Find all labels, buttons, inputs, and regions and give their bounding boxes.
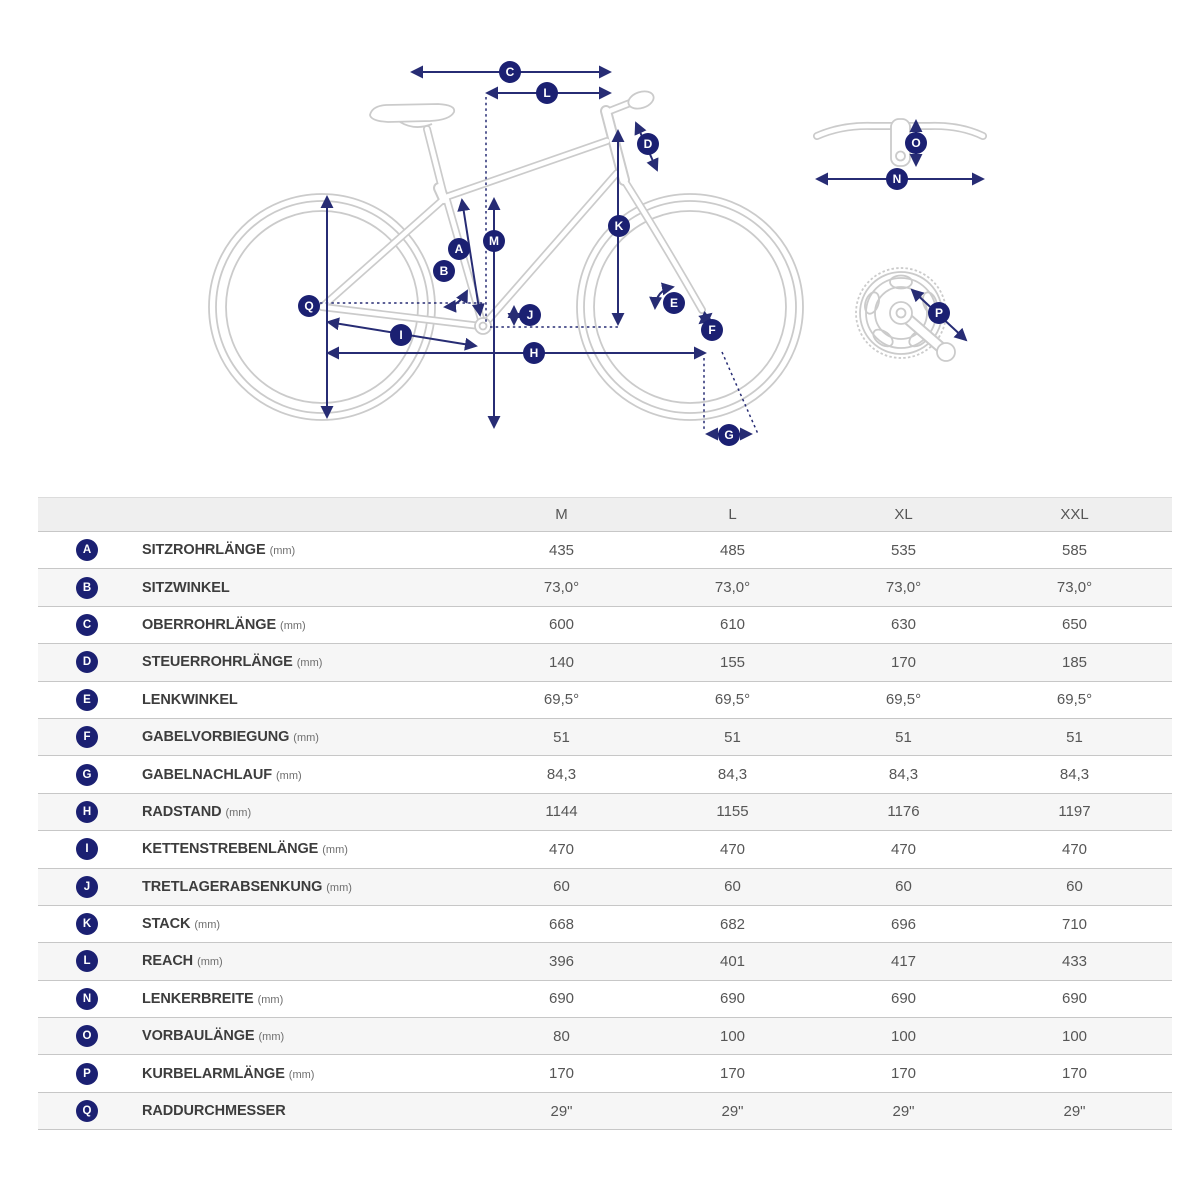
row-value-xl: 630	[890, 616, 917, 634]
marker-q	[298, 295, 320, 317]
marker-h	[523, 342, 545, 364]
row-letter: I	[85, 843, 89, 856]
row-letter-badge	[76, 1063, 98, 1085]
row-value-l: 73,0°	[714, 579, 751, 597]
row-label: STEUERROHRLÄNGE	[142, 654, 293, 671]
row-value-xxl: 73,0°	[1056, 579, 1093, 597]
handlebar-top-view	[817, 119, 983, 166]
row-letter: N	[82, 992, 92, 1005]
row-letter-badge	[76, 651, 98, 673]
row-value-m: 1144	[545, 803, 578, 821]
row-value-xxl: 650	[1061, 616, 1088, 634]
row-letter: B	[82, 581, 92, 594]
row-letter: C	[82, 618, 92, 631]
marker-i	[390, 324, 412, 346]
svg-text:K: K	[614, 219, 624, 233]
row-label: REACH	[142, 953, 194, 970]
table-row	[38, 569, 1172, 606]
svg-text:O: O	[911, 136, 921, 150]
row-value-m: 170	[548, 1065, 575, 1083]
row-letter-badge	[76, 988, 98, 1010]
table-row	[38, 831, 1172, 868]
row-value-l: 690	[719, 990, 746, 1008]
row-value-l: 69,5°	[714, 691, 751, 709]
row-letter: O	[82, 1030, 92, 1043]
marker-k	[608, 215, 630, 237]
svg-text:D: D	[643, 137, 653, 151]
row-label: SITZROHRLÄNGE	[142, 542, 266, 559]
row-unit: (mm)	[258, 1031, 285, 1044]
row-letter-badge	[76, 801, 98, 823]
row-value-l: 51	[724, 728, 741, 746]
marker-j	[519, 304, 541, 326]
row-value-xxl: 185	[1061, 653, 1088, 671]
table-row	[38, 906, 1172, 943]
table-row	[38, 794, 1172, 831]
table-row	[38, 719, 1172, 756]
row-value-l: 1155	[716, 803, 749, 821]
row-unit: (mm)	[322, 844, 348, 857]
row-letter: E	[83, 693, 91, 706]
svg-text:Q: Q	[304, 299, 314, 313]
row-value-xl: 69,5°	[885, 691, 922, 709]
row-letter-badge	[76, 689, 98, 711]
row-value-m: 668	[548, 915, 575, 933]
row-value-xl: 51	[895, 728, 912, 746]
handlebar-grip	[626, 88, 656, 111]
row-value-l: 60	[724, 878, 741, 896]
row-unit: (mm)	[257, 993, 284, 1006]
row-value-xxl: 170	[1061, 1065, 1088, 1083]
svg-text:E: E	[669, 296, 679, 310]
svg-text:C: C	[505, 65, 515, 79]
row-value-m: 600	[548, 616, 575, 634]
row-value-xxl: 100	[1061, 1027, 1088, 1045]
row-value-xxl: 60	[1066, 878, 1083, 896]
row-label: OBERROHRLÄNGE	[142, 616, 277, 633]
row-unit: (mm)	[194, 919, 221, 932]
svg-text:M: M	[489, 234, 499, 248]
row-letter-badge	[76, 726, 98, 748]
table-row	[38, 943, 1172, 980]
geometry-table	[38, 497, 1172, 1130]
row-value-l: 155	[719, 653, 746, 671]
row-label: VORBAULÄNGE	[142, 1028, 255, 1045]
row-label: GABELNACHLAUF	[142, 766, 272, 783]
row-value-l: 610	[719, 616, 746, 634]
row-value-xxl: 710	[1061, 915, 1088, 933]
row-value-xl: 535	[890, 541, 917, 559]
saddle-rails	[400, 122, 432, 127]
row-letter-badge	[76, 838, 98, 860]
row-letter-badge	[76, 614, 98, 636]
row-letter-badge	[76, 1025, 98, 1047]
row-value-xl: 696	[890, 915, 917, 933]
table-row	[38, 1093, 1172, 1130]
row-unit: (mm)	[225, 806, 252, 819]
row-unit: (mm)	[288, 1068, 315, 1081]
table-row	[38, 1018, 1172, 1055]
row-unit: (mm)	[197, 956, 223, 969]
table-row	[38, 682, 1172, 719]
svg-text:P: P	[934, 306, 944, 320]
row-letter: L	[83, 955, 91, 968]
row-value-xl: 170	[890, 1065, 917, 1083]
row-value-xl: 690	[890, 990, 917, 1008]
pedal-boss	[937, 343, 955, 361]
geometry-table-body	[38, 532, 1172, 1130]
row-value-xl: 84,3	[888, 766, 919, 784]
row-value-xl: 29"	[892, 1102, 915, 1120]
row-label: GABELVORBIEGUNG	[142, 729, 290, 746]
row-value-m: 435	[548, 541, 575, 559]
row-value-l: 401	[719, 952, 746, 970]
row-value-l: 470	[719, 840, 746, 858]
row-letter-badge	[76, 913, 98, 935]
row-unit: (mm)	[280, 619, 306, 632]
row-value-m: 60	[553, 878, 570, 896]
row-letter: K	[82, 918, 92, 931]
row-value-xxl: 84,3	[1059, 766, 1090, 784]
dim-b-arc	[445, 291, 467, 307]
row-letter: J	[83, 880, 91, 893]
table-row	[38, 607, 1172, 644]
row-value-xxl: 1197	[1058, 803, 1091, 821]
marker-a	[448, 238, 470, 260]
row-value-xxl: 433	[1061, 952, 1088, 970]
bike-side-view	[209, 88, 803, 420]
svg-text:J: J	[526, 308, 534, 322]
row-value-xl: 60	[895, 878, 912, 896]
row-label: KETTENSTREBENLÄNGE	[142, 841, 319, 858]
row-label: RADDURCHMESSER	[142, 1103, 286, 1120]
row-unit: (mm)	[296, 657, 323, 670]
row-value-xxl: 51	[1066, 728, 1083, 746]
row-label: LENKERBREITE	[142, 990, 254, 1007]
table-header	[38, 497, 1172, 532]
row-value-xxl: 29"	[1063, 1102, 1086, 1120]
row-value-xl: 470	[890, 840, 917, 858]
header-size-m: M	[555, 506, 568, 523]
row-letter-badge	[76, 577, 98, 599]
row-value-m: 73,0°	[543, 579, 580, 597]
svg-text:H: H	[529, 346, 539, 360]
row-letter-badge	[76, 950, 98, 972]
row-value-m: 396	[548, 952, 575, 970]
row-label: LENKWINKEL	[142, 691, 238, 708]
marker-f	[701, 319, 723, 341]
row-letter: Q	[82, 1105, 92, 1118]
row-value-xxl: 69,5°	[1056, 691, 1093, 709]
row-value-xxl: 690	[1061, 990, 1088, 1008]
row-label: SITZWINKEL	[142, 579, 230, 596]
bottom-bracket	[475, 318, 491, 334]
crank-spindle	[890, 302, 912, 324]
row-unit: (mm)	[276, 769, 302, 782]
row-value-l: 100	[719, 1027, 746, 1045]
row-value-xxl: 470	[1061, 840, 1088, 858]
row-label: TRETLAGERABSENKUNG	[142, 878, 323, 895]
row-value-m: 80	[553, 1027, 570, 1045]
marker-d	[637, 133, 659, 155]
row-label: STACK	[142, 916, 191, 933]
header-size-l: L	[728, 506, 737, 523]
row-value-l: 682	[719, 915, 746, 933]
marker-m	[483, 230, 505, 252]
row-value-xl: 100	[890, 1027, 917, 1045]
marker-l	[536, 82, 558, 104]
table-row	[38, 644, 1172, 681]
row-value-xl: 1176	[887, 803, 920, 821]
table-row	[38, 532, 1172, 569]
row-label: RADSTAND	[142, 803, 222, 820]
row-letter-badge	[76, 1100, 98, 1122]
row-letter-badge	[76, 876, 98, 898]
marker-p	[928, 302, 950, 324]
row-label: KURBELARMLÄNGE	[142, 1065, 285, 1082]
row-value-xl: 417	[890, 952, 917, 970]
marker-e	[663, 292, 685, 314]
geometry-diagram	[0, 0, 1200, 492]
row-letter: G	[82, 768, 92, 781]
row-letter: D	[82, 656, 92, 669]
svg-text:F: F	[708, 323, 716, 337]
row-value-m: 51	[553, 728, 570, 746]
row-letter: H	[82, 805, 92, 818]
header-size-xxl: XXL	[1060, 506, 1089, 523]
row-letter-badge	[76, 764, 98, 786]
table-row	[38, 981, 1172, 1018]
marker-n	[886, 168, 908, 190]
row-letter: P	[83, 1067, 91, 1080]
svg-text:G: G	[724, 428, 734, 442]
row-unit: (mm)	[293, 732, 319, 745]
marker-c	[499, 61, 521, 83]
svg-text:I: I	[399, 328, 403, 342]
header-size-xl: XL	[894, 506, 913, 523]
row-letter-badge	[76, 539, 98, 561]
row-value-xl: 73,0°	[885, 579, 922, 597]
row-letter: A	[82, 544, 92, 557]
row-value-xl: 170	[890, 653, 917, 671]
row-letter: F	[83, 731, 91, 744]
table-row	[38, 1055, 1172, 1092]
svg-text:A: A	[454, 242, 464, 256]
row-value-m: 69,5°	[543, 691, 580, 709]
table-row	[38, 869, 1172, 906]
row-value-l: 29"	[721, 1102, 744, 1120]
svg-text:N: N	[892, 172, 902, 186]
svg-text:L: L	[543, 86, 551, 100]
row-value-l: 170	[719, 1065, 746, 1083]
row-value-m: 140	[548, 653, 575, 671]
svg-text:B: B	[439, 264, 449, 278]
row-unit: (mm)	[326, 881, 352, 894]
marker-b	[433, 260, 455, 282]
row-value-l: 485	[719, 541, 746, 559]
row-value-m: 29"	[550, 1102, 573, 1120]
row-value-m: 470	[548, 840, 575, 858]
row-value-m: 690	[548, 990, 575, 1008]
row-value-l: 84,3	[717, 766, 748, 784]
row-value-m: 84,3	[546, 766, 577, 784]
row-value-xxl: 585	[1061, 541, 1088, 559]
marker-g	[718, 424, 740, 446]
table-row	[38, 756, 1172, 793]
marker-o	[905, 132, 927, 154]
saddle	[370, 104, 454, 122]
row-unit: (mm)	[269, 545, 296, 558]
